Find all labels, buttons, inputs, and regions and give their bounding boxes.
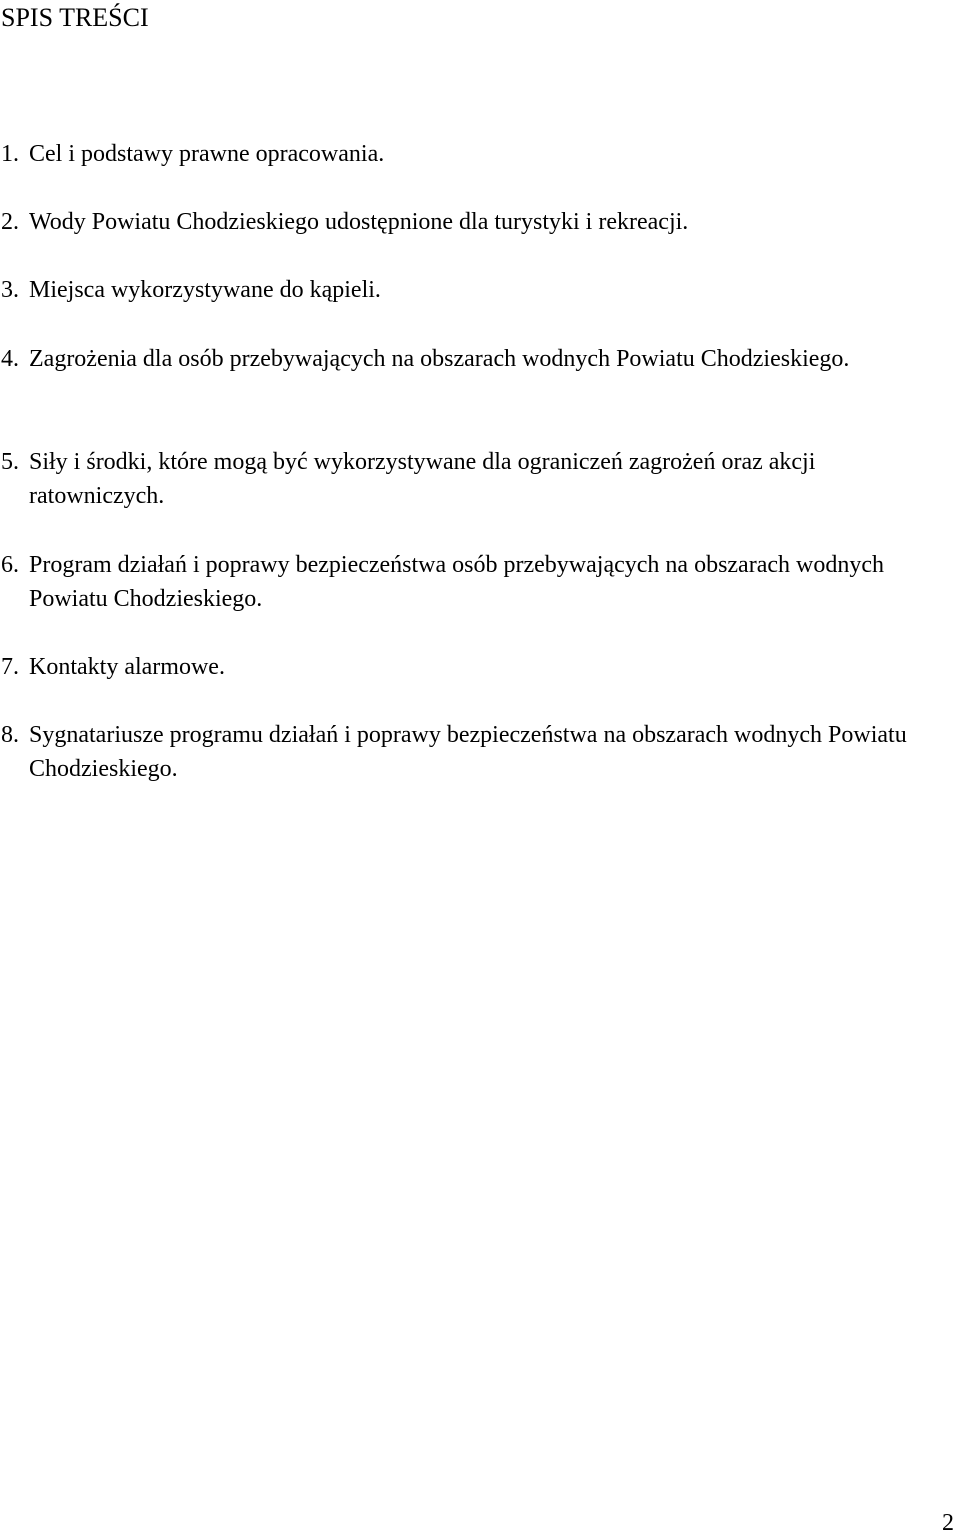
page-number: 2 bbox=[942, 1510, 954, 1536]
toc-item-3 bbox=[0, 273, 945, 307]
toc-item-text: Siły i środki, które mogą być wykorzystywane dla ograniczeń zagrożeń oraz akcji ratowniczych. bbox=[29, 449, 816, 509]
toc-item-text: Kontakty alarmowe. bbox=[29, 654, 225, 680]
toc-item-text: Program działań i poprawy bezpieczeństwa osób przebywających na obszarach wodnych Powiatu Chodzieskiego. bbox=[29, 552, 884, 612]
toc-item-7 bbox=[0, 650, 945, 684]
toc-item-text: Sygnatariusze programu działań i poprawy bezpieczeństwa na obszarach wodnych Powiatu Chodzieskiego. bbox=[29, 722, 907, 782]
toc-item-number: 5. bbox=[1, 449, 19, 475]
toc-item-8 bbox=[0, 718, 945, 786]
toc-item-4 bbox=[0, 342, 945, 376]
toc-item-text: Miejsca wykorzystywane do kąpieli. bbox=[29, 277, 381, 303]
toc-item-text: Zagrożenia dla osób przebywających na obszarach wodnych Powiatu Chodzieskiego. bbox=[29, 346, 850, 372]
toc-item-text: Wody Powiatu Chodzieskiego udostępnione dla turystyki i rekreacji. bbox=[29, 209, 689, 235]
toc-item-5 bbox=[0, 445, 945, 513]
toc-item-2 bbox=[0, 205, 945, 239]
toc-item-number: 3. bbox=[1, 277, 19, 303]
toc-item-text: Cel i podstawy prawne opracowania. bbox=[29, 141, 385, 167]
toc-item-number: 2. bbox=[1, 209, 19, 235]
toc-item-6 bbox=[0, 548, 945, 616]
toc-item-number: 8. bbox=[1, 722, 19, 748]
toc-item-number: 7. bbox=[1, 654, 19, 680]
toc-item-number: 1. bbox=[1, 141, 19, 167]
toc-item-number: 6. bbox=[1, 552, 19, 578]
document-title: SPIS TREŚCI bbox=[1, 3, 149, 32]
toc-item-1 bbox=[0, 137, 945, 171]
toc-item-number: 4. bbox=[1, 346, 19, 372]
